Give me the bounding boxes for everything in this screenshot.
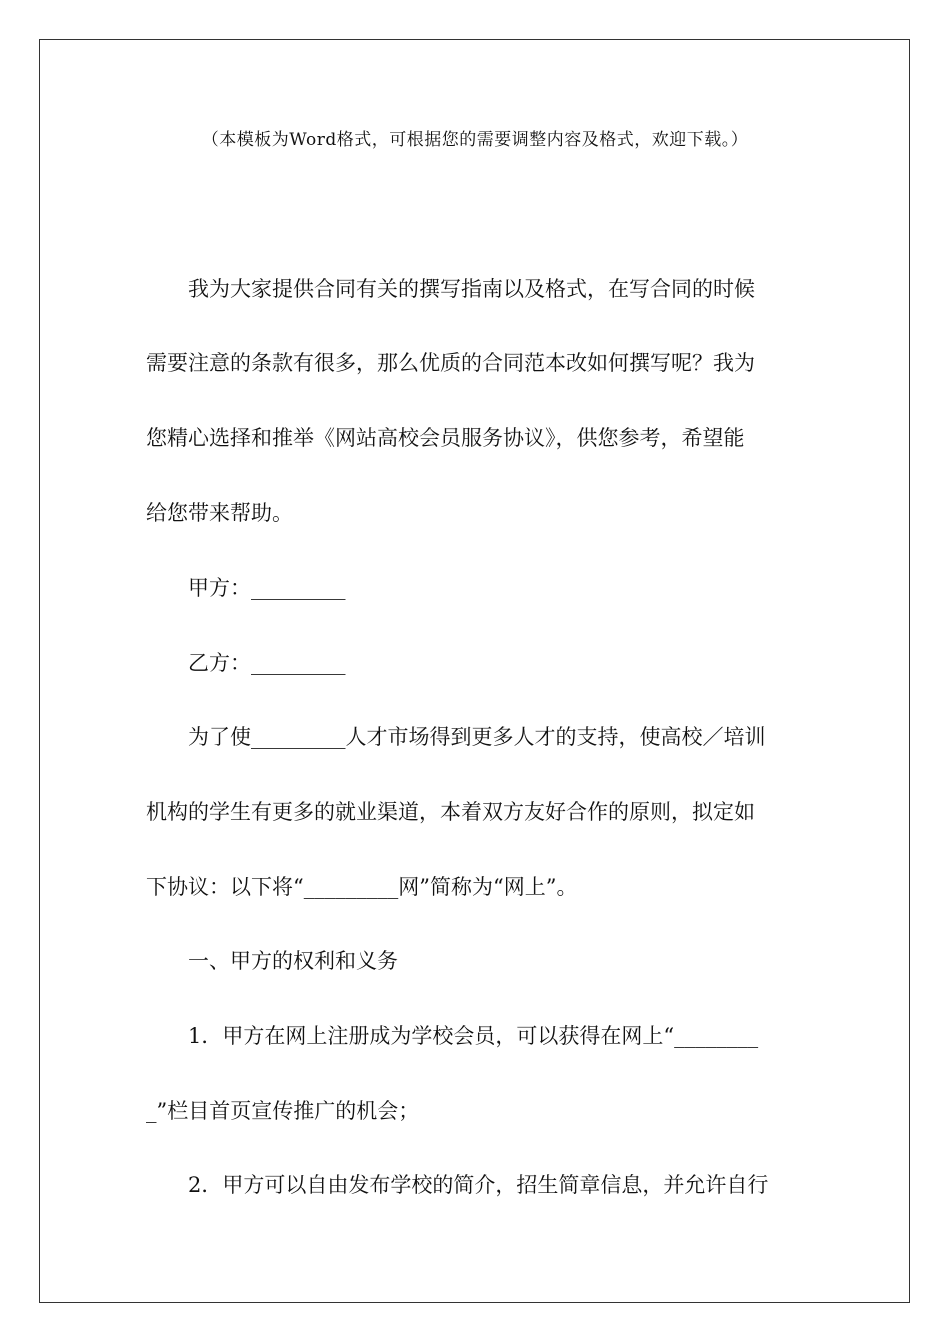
paragraph-line: 我为大家提供合同有关的撰写指南以及格式，在写合同的时候: [188, 277, 755, 301]
party-a-line: 甲方：_________: [188, 576, 346, 600]
party-b-line: 乙方：_________: [188, 651, 346, 675]
paragraph-line: 下协议：以下将“_________网”简称为“网上”。: [146, 875, 578, 899]
paragraph-line: 机构的学生有更多的就业渠道，本着双方友好合作的原则，拟定如: [146, 800, 755, 824]
clause-line: 2．甲方可以自由发布学校的简介，招生简章信息，并允许自行: [188, 1173, 769, 1197]
template-notice: （本模板为Word格式，可根据您的需要调整内容及格式，欢迎下载。）: [201, 130, 749, 150]
paragraph-line: 为了使_________人才市场得到更多人才的支持，使高校／培训: [188, 725, 766, 749]
clause-line: _”栏目首页宣传推广的机会；: [146, 1099, 420, 1123]
paragraph-line: 您精心选择和推举《网站高校会员服务协议》，供您参考，希望能: [146, 426, 745, 450]
clause-line: 1．甲方在网上注册成为学校会员，可以获得在网上“________: [188, 1024, 759, 1048]
paragraph-line: 需要注意的条款有很多，那么优质的合同范本改如何撰写呢？我为: [146, 351, 755, 375]
section-heading: 一、甲方的权利和义务: [188, 949, 398, 973]
paragraph-line: 给您带来帮助。: [146, 501, 293, 525]
